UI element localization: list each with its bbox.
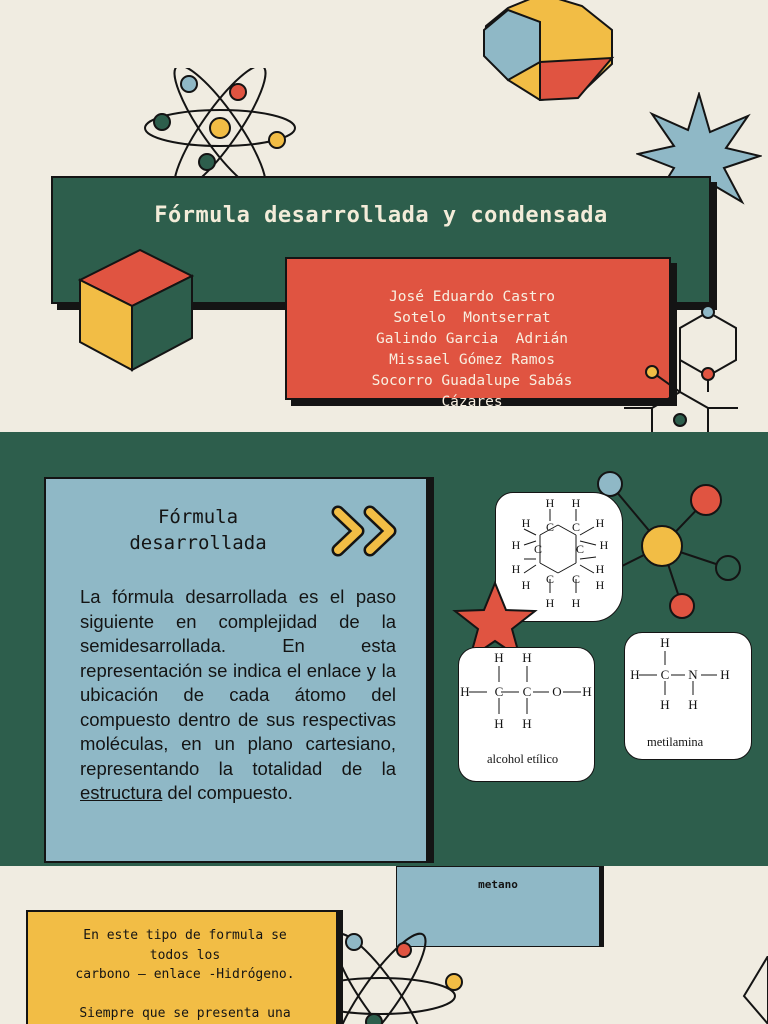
title-slide — [0, 0, 768, 432]
formula-slide — [0, 432, 768, 866]
ethanol-structure — [459, 648, 596, 758]
svg-text:O: O — [552, 684, 562, 699]
authors-list — [322, 287, 622, 413]
methylamine-card — [624, 632, 752, 760]
svg-text:H: H — [494, 650, 504, 665]
svg-text:H: H — [688, 697, 698, 712]
info-text — [44, 926, 326, 1024]
info-line: Siempre que se presenta una — [79, 1006, 291, 1021]
cube-icon — [76, 248, 196, 374]
structure-link[interactable]: estructura — [80, 782, 163, 803]
svg-text:H: H — [720, 667, 730, 682]
svg-text:H: H — [595, 578, 605, 592]
svg-text:C: C — [545, 572, 555, 586]
svg-text:H: H — [571, 496, 581, 510]
svg-text:C: C — [575, 542, 585, 556]
svg-text:H: H — [511, 562, 521, 576]
author-line: Sotelo Montserrat — [393, 310, 551, 326]
metano-label: metano — [478, 878, 518, 891]
svg-text:C: C — [494, 684, 504, 699]
svg-text:H: H — [595, 562, 605, 576]
ethanol-card — [458, 647, 595, 782]
svg-text:H: H — [460, 684, 470, 699]
svg-text:N: N — [688, 667, 698, 682]
info-line: todos los — [149, 947, 221, 963]
author-line: Missael Gómez Ramos — [389, 352, 555, 368]
body-text: La fórmula desarrollada es el paso siguiente en complejidad de la semidesarrollada. En esta representación se indica el enlace y la ubicación de cada átomo del compuesto dentro de sus respectivas moléculas, en un plano cartesiano, representando la totalidad de la — [80, 586, 396, 779]
atom-icon — [135, 68, 305, 188]
author-line: Cázares — [441, 394, 503, 410]
section-heading — [100, 504, 296, 556]
page-title: Fórmula desarrollada y condensada — [154, 203, 608, 228]
author-line: Galindo Garcia Adrián — [375, 331, 569, 347]
svg-text:H: H — [582, 684, 592, 699]
shape-fragment-icon — [740, 956, 768, 1024]
svg-text:H: H — [599, 538, 609, 552]
author-line: Socorro Guadalupe Sabás — [371, 373, 573, 389]
methylamine-structure — [625, 633, 753, 729]
description-text — [80, 585, 396, 806]
heading-line: desarrollada — [129, 532, 267, 554]
info-line — [44, 985, 326, 1005]
hexagon-network-icon — [620, 300, 768, 432]
svg-text:H: H — [521, 516, 531, 530]
svg-text:H: H — [522, 716, 532, 731]
ethanol-label: alcohol etílico — [487, 752, 559, 766]
info-line: En este tipo de formula se — [83, 928, 287, 943]
methylamine-label: metilamina — [647, 735, 704, 749]
svg-text:C: C — [571, 572, 581, 586]
svg-text:H: H — [494, 716, 504, 731]
svg-text:C: C — [522, 684, 532, 699]
svg-text:H: H — [630, 667, 640, 682]
svg-text:C: C — [545, 520, 555, 534]
info-line: carbono – enlace -Hidrógeno. — [75, 967, 295, 982]
svg-text:H: H — [521, 578, 531, 592]
body-text: del compuesto. — [162, 782, 293, 803]
author-line: José Eduardo Castro — [389, 289, 555, 305]
hexagonal-prism-icon — [478, 0, 618, 108]
svg-text:H: H — [522, 650, 532, 665]
svg-text:C: C — [660, 667, 670, 682]
heading-line: Fórmula — [157, 506, 239, 528]
svg-text:H: H — [511, 538, 521, 552]
svg-text:H: H — [660, 635, 670, 650]
svg-text:C: C — [533, 542, 543, 556]
svg-text:H: H — [545, 496, 555, 510]
svg-text:H: H — [660, 697, 670, 712]
svg-text:C: C — [571, 520, 581, 534]
svg-text:H: H — [571, 596, 581, 610]
double-chevron-icon — [330, 504, 406, 558]
svg-text:H: H — [595, 516, 605, 530]
svg-text:H: H — [545, 596, 555, 610]
next-slide — [0, 866, 768, 1024]
